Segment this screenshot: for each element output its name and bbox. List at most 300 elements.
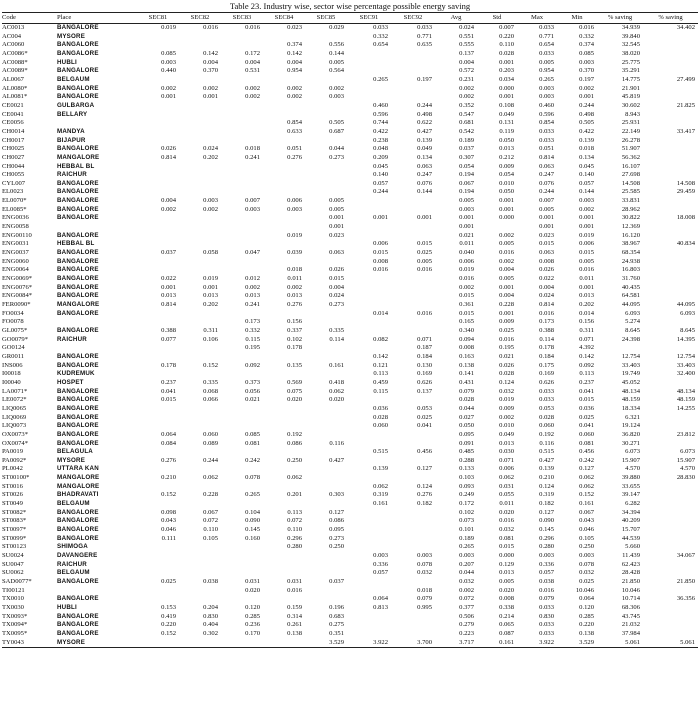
- cell-value: [137, 163, 179, 172]
- cell-value: 0.336: [373, 560, 388, 568]
- cell-value: 0.073: [459, 517, 474, 525]
- cell-value: [263, 137, 305, 146]
- cell-value: 19.749: [621, 370, 640, 378]
- cell-value: 0.153: [161, 603, 176, 611]
- table-row: [2, 578, 698, 587]
- cell-value: 4.570: [625, 465, 640, 473]
- cell-place: HEBBAL BL: [57, 240, 95, 248]
- cell-value: 0.633: [287, 127, 302, 135]
- cell-value: 0.201: [287, 491, 302, 499]
- cell-value: [305, 405, 347, 414]
- cell-value: [643, 145, 698, 154]
- cell-value: 45.819: [621, 93, 640, 101]
- cell-value: 0.051: [539, 145, 554, 153]
- cell-value: 0.192: [287, 430, 302, 438]
- cell-value: 0.237: [579, 378, 594, 386]
- cell-place: BANGALORE: [57, 534, 99, 542]
- cell-value: 0.024: [539, 292, 554, 300]
- cell-code: OX0073*: [2, 430, 29, 438]
- cell-value: [179, 587, 221, 596]
- cell-value: [221, 111, 263, 120]
- cell-value: 0.002: [329, 84, 344, 92]
- cell-value: 0.019: [579, 231, 594, 239]
- cell-value: 0.830: [203, 612, 218, 620]
- cell-place: [57, 587, 137, 596]
- cell-value: [221, 414, 263, 423]
- cell-value: [179, 33, 221, 42]
- cell-value: 23.812: [676, 430, 695, 438]
- cell-value: 0.144: [579, 188, 594, 196]
- cell-value: 0.114: [539, 335, 554, 343]
- cell-value: 0.004: [161, 197, 176, 205]
- cell-value: 0.009: [499, 404, 514, 412]
- cell-value: 0.361: [459, 301, 474, 308]
- cell-value: [347, 543, 391, 552]
- cell-value: 0.182: [539, 500, 554, 508]
- cell-value: 0.169: [539, 370, 554, 378]
- cell-value: [643, 630, 698, 639]
- cell-value: [305, 171, 347, 180]
- cell-code: TX0030: [2, 603, 24, 611]
- cell-value: [347, 327, 391, 336]
- cell-code: ENG0036: [2, 214, 29, 222]
- cell-value: [137, 266, 179, 275]
- table-row: [2, 388, 698, 397]
- cell-value: 0.144: [417, 188, 432, 196]
- cell-value: 0.003: [579, 197, 594, 205]
- cell-place: BANGALORE: [57, 352, 99, 360]
- cell-value: 0.016: [203, 24, 218, 31]
- table-row: [2, 465, 698, 474]
- table-row: [2, 379, 698, 388]
- cell-value: 0.189: [459, 534, 474, 542]
- cell-value: 0.351: [329, 629, 344, 637]
- cell-place: BANGALORE: [57, 396, 99, 404]
- cell-place: BIJAPUR: [57, 136, 86, 144]
- cell-value: [643, 249, 698, 258]
- cell-code: TI00121: [2, 586, 25, 594]
- column-header: Min: [557, 13, 597, 24]
- table-row: [2, 552, 698, 561]
- cell-value: 0.003: [459, 552, 474, 560]
- cell-value: 0.078: [245, 474, 260, 482]
- cell-value: 0.016: [417, 309, 432, 317]
- cell-value: 0.280: [287, 543, 302, 551]
- cell-value: [391, 197, 435, 206]
- cell-value: [391, 396, 435, 405]
- cell-value: [137, 587, 179, 596]
- cell-place: BANGALORE: [57, 214, 99, 222]
- cell-value: 30.822: [621, 214, 640, 222]
- cell-value: 0.771: [539, 32, 554, 40]
- cell-value: 27.698: [621, 171, 640, 179]
- table-row: [2, 327, 698, 336]
- cell-value: 0.159: [287, 603, 302, 611]
- cell-value: 0.635: [417, 41, 432, 49]
- cell-place: BANGALORE: [57, 145, 99, 153]
- table-row: [2, 491, 698, 500]
- cell-value: 0.120: [579, 603, 594, 611]
- cell-value: 0.049: [499, 110, 514, 118]
- cell-value: [221, 448, 263, 457]
- table-row: [2, 76, 698, 85]
- column-header: % saving: [597, 13, 643, 24]
- cell-value: 0.067: [203, 508, 218, 516]
- cell-value: 0.007: [499, 24, 514, 31]
- table-row: [2, 171, 698, 180]
- table-row: [2, 639, 698, 648]
- cell-value: 0.050: [459, 422, 474, 430]
- cell-value: [179, 266, 221, 275]
- cell-value: 0.456: [579, 448, 594, 456]
- cell-value: 0.160: [245, 534, 260, 542]
- cell-place: BANGALORE: [57, 283, 99, 291]
- cell-value: 6.073: [680, 448, 695, 456]
- cell-value: 0.276: [287, 301, 302, 308]
- cell-value: 0.244: [539, 188, 554, 196]
- cell-value: 0.057: [373, 179, 388, 187]
- cell-value: 68.306: [621, 603, 640, 611]
- cell-value: 0.506: [459, 612, 474, 620]
- cell-value: 0.071: [579, 335, 594, 343]
- cell-value: 0.085: [579, 49, 594, 57]
- cell-place: BANGALORE: [57, 387, 99, 395]
- cell-value: 14.255: [676, 404, 695, 412]
- column-header: SEC81: [137, 13, 179, 24]
- cell-place: BANGALORE: [57, 439, 99, 447]
- cell-value: [179, 370, 221, 379]
- cell-value: 0.020: [329, 396, 344, 404]
- cell-value: 0.057: [373, 569, 388, 577]
- cell-value: [391, 630, 435, 639]
- cell-code: AC0089*: [2, 67, 28, 75]
- cell-value: 0.311: [579, 326, 594, 334]
- cell-value: [221, 465, 263, 474]
- cell-value: 0.018: [287, 266, 302, 274]
- cell-value: 0.771: [417, 32, 432, 40]
- cell-value: 0.020: [499, 586, 514, 594]
- cell-value: 0.332: [245, 326, 260, 334]
- cell-value: 0.091: [459, 439, 474, 447]
- cell-value: [263, 405, 305, 414]
- cell-value: 6.321: [625, 413, 640, 421]
- cell-value: 0.124: [499, 378, 514, 386]
- cell-value: 0.555: [459, 41, 474, 49]
- cell-value: [643, 163, 698, 172]
- cell-value: 36.820: [621, 430, 640, 438]
- cell-value: [305, 569, 347, 578]
- cell-value: [643, 119, 698, 128]
- cell-value: 0.053: [417, 404, 432, 412]
- cell-value: 0.814: [161, 153, 176, 161]
- table-row: [2, 448, 698, 457]
- cell-value: 0.265: [539, 75, 554, 83]
- cell-value: 0.172: [245, 49, 260, 57]
- cell-value: 0.064: [579, 595, 594, 603]
- cell-value: 0.001: [161, 283, 176, 291]
- cell-code: ST0026: [2, 491, 23, 499]
- cell-value: 18.008: [676, 214, 695, 222]
- cell-value: 0.418: [329, 378, 344, 386]
- cell-value: 0.275: [329, 621, 344, 629]
- cell-value: [643, 561, 698, 570]
- cell-value: [347, 535, 391, 544]
- cell-value: [305, 353, 347, 362]
- cell-value: [643, 111, 698, 120]
- cell-value: 0.015: [373, 249, 388, 257]
- cell-value: [305, 102, 347, 111]
- cell-value: 0.195: [499, 344, 514, 352]
- cell-value: 3.529: [305, 639, 347, 648]
- cell-value: 0.001: [499, 58, 514, 66]
- cell-value: 0.169: [417, 370, 432, 378]
- cell-value: 0.016: [539, 586, 554, 594]
- cell-value: 0.054: [499, 171, 514, 179]
- cell-value: 19.124: [621, 422, 640, 430]
- cell-value: 0.071: [417, 335, 432, 343]
- cell-place: BANGALORE: [57, 266, 99, 274]
- cell-value: 34.402: [676, 24, 695, 31]
- cell-value: 0.129: [499, 560, 514, 568]
- cell-code: SU0062: [2, 569, 24, 577]
- cell-value: [179, 128, 221, 137]
- cell-value: 40.435: [621, 283, 640, 291]
- cell-value: [391, 535, 435, 544]
- cell-value: [263, 569, 305, 578]
- cell-value: 0.273: [329, 153, 344, 161]
- table-row: [2, 214, 698, 223]
- cell-value: 0.006: [499, 465, 514, 473]
- cell-value: 0.314: [287, 612, 302, 620]
- cell-value: [179, 552, 221, 561]
- cell-value: 0.062: [203, 474, 218, 482]
- cell-code: ST0097*: [2, 526, 27, 534]
- cell-value: [347, 292, 391, 301]
- cell-value: 0.203: [499, 67, 514, 75]
- cell-code: ENG0076*: [2, 283, 33, 291]
- cell-value: 0.002: [499, 257, 514, 265]
- cell-value: 0.116: [539, 439, 554, 447]
- cell-value: 0.134: [417, 153, 432, 161]
- cell-value: 0.028: [539, 413, 554, 421]
- cell-value: [305, 310, 347, 319]
- cell-value: 0.542: [459, 127, 474, 135]
- cell-value: [391, 223, 435, 232]
- cell-value: 0.003: [245, 205, 260, 213]
- cell-value: 38.967: [621, 240, 640, 248]
- cell-value: 0.311: [203, 326, 218, 334]
- cell-value: 0.081: [245, 439, 260, 447]
- cell-value: [347, 93, 391, 102]
- cell-value: 25.775: [621, 58, 640, 66]
- cell-value: 0.276: [287, 153, 302, 161]
- cell-value: 0.101: [459, 526, 474, 534]
- cell-value: [643, 284, 698, 293]
- cell-value: 0.116: [329, 439, 344, 447]
- table-row: [2, 621, 698, 630]
- table-row: [2, 414, 698, 423]
- cell-value: [305, 448, 347, 457]
- cell-value: [179, 543, 221, 552]
- cell-value: [391, 517, 435, 526]
- cell-value: [347, 223, 391, 232]
- cell-code: CH0017: [2, 136, 25, 144]
- cell-value: 0.064: [161, 430, 176, 438]
- cell-value: 0.063: [417, 162, 432, 170]
- cell-value: 0.001: [499, 205, 514, 213]
- cell-value: 28.830: [676, 474, 695, 482]
- cell-value: 0.047: [245, 249, 260, 257]
- cell-value: 0.377: [459, 603, 474, 611]
- cell-value: [179, 483, 221, 492]
- cell-value: [263, 188, 305, 197]
- cell-value: 0.032: [499, 387, 514, 395]
- cell-value: 0.008: [373, 257, 388, 265]
- cell-value: 0.113: [287, 508, 302, 516]
- cell-value: 0.404: [203, 621, 218, 629]
- cell-value: 0.352: [459, 101, 474, 109]
- cell-value: 0.008: [539, 257, 554, 265]
- cell-value: [179, 310, 221, 319]
- cell-value: 0.319: [373, 491, 388, 499]
- cell-value: 0.019: [499, 396, 514, 404]
- cell-value: 15.707: [621, 526, 640, 534]
- table-row: [2, 223, 698, 232]
- cell-code: LIQ0065: [2, 404, 27, 412]
- cell-value: [137, 223, 179, 232]
- cell-value: [221, 214, 263, 223]
- cell-value: 25.585: [621, 188, 640, 196]
- cell-place: [57, 344, 137, 353]
- cell-place: BANGALORE: [57, 205, 99, 213]
- cell-value: 0.202: [579, 301, 594, 308]
- cell-value: [263, 639, 305, 648]
- cell-code: FER0090*: [2, 301, 31, 308]
- cell-value: 0.020: [499, 508, 514, 516]
- cell-value: [305, 240, 347, 249]
- cell-value: 0.057: [539, 569, 554, 577]
- cell-place: BELGAUM: [57, 569, 90, 577]
- cell-code: ENG0060: [2, 257, 29, 265]
- cell-value: 0.139: [539, 465, 554, 473]
- cell-value: [347, 50, 391, 59]
- cell-value: 36.356: [676, 595, 695, 603]
- cell-place: GULBARGA: [57, 101, 95, 109]
- cell-value: 0.013: [499, 569, 514, 577]
- cell-value: [643, 223, 698, 232]
- cell-value: 0.002: [459, 283, 474, 291]
- cell-value: [391, 50, 435, 59]
- cell-value: 0.016: [417, 266, 432, 274]
- table-row: [2, 59, 698, 68]
- cell-value: 0.273: [329, 301, 344, 308]
- cell-value: 68.354: [621, 249, 640, 257]
- cell-place: BELLARY: [57, 110, 88, 118]
- table-row: [2, 85, 698, 94]
- cell-value: [137, 500, 179, 509]
- cell-value: 0.137: [417, 387, 432, 395]
- cell-code: GR0011: [2, 352, 25, 360]
- cell-value: 0.021: [459, 231, 474, 239]
- cell-value: 0.024: [459, 24, 474, 31]
- cell-value: 0.241: [245, 301, 260, 308]
- cell-value: [137, 465, 179, 474]
- cell-value: 0.092: [245, 361, 260, 369]
- cell-place: BANGALORE: [57, 361, 99, 369]
- cell-value: 0.026: [499, 361, 514, 369]
- cell-value: 0.028: [499, 370, 514, 378]
- cell-value: [347, 613, 391, 622]
- cell-value: [643, 232, 698, 241]
- cell-value: 16.120: [621, 231, 640, 239]
- cell-value: [221, 552, 263, 561]
- cell-code: SU0047: [2, 560, 24, 568]
- cell-value: 0.244: [579, 101, 594, 109]
- cell-value: 0.003: [539, 552, 554, 560]
- cell-value: [137, 171, 179, 180]
- cell-code: AC0088*: [2, 58, 28, 66]
- cell-value: 0.038: [203, 578, 218, 585]
- cell-place: SHIMOGA: [57, 543, 88, 551]
- cell-value: [347, 318, 391, 327]
- cell-value: 0.156: [287, 318, 302, 326]
- cell-value: 0.033: [539, 387, 554, 395]
- cell-value: 0.018: [245, 145, 260, 153]
- cell-value: 0.050: [499, 136, 514, 144]
- cell-code: ENG0037: [2, 249, 29, 257]
- cell-value: 0.134: [579, 153, 594, 161]
- cell-value: 0.419: [161, 612, 176, 620]
- cell-value: 0.551: [459, 32, 474, 40]
- cell-value: 0.060: [203, 430, 218, 438]
- cell-value: 0.089: [203, 439, 218, 447]
- cell-value: 0.031: [287, 578, 302, 585]
- cell-value: [137, 483, 179, 492]
- cell-place: RAICHUR: [57, 560, 87, 568]
- cell-value: 0.028: [373, 413, 388, 421]
- table-body: [2, 24, 698, 648]
- cell-value: [221, 310, 263, 319]
- cell-value: 0.005: [539, 205, 554, 213]
- cell-code: ST00100*: [2, 474, 30, 482]
- cell-value: 0.013: [499, 145, 514, 153]
- column-header: SEC84: [263, 13, 305, 24]
- cell-value: [263, 500, 305, 509]
- cell-value: 0.057: [579, 179, 594, 187]
- cell-value: 0.006: [579, 240, 594, 248]
- cell-code: TX0010: [2, 595, 24, 603]
- cell-value: 0.005: [329, 58, 344, 66]
- cell-value: 0.011: [459, 240, 474, 248]
- cell-value: 0.026: [539, 266, 554, 274]
- table-row: [2, 111, 698, 120]
- cell-value: 0.175: [539, 361, 554, 369]
- cell-value: 0.016: [459, 275, 474, 283]
- cell-value: 30.271: [621, 439, 640, 447]
- cell-value: 0.076: [417, 179, 432, 187]
- cell-value: [137, 414, 179, 423]
- cell-value: [137, 128, 179, 137]
- cell-value: 0.015: [329, 275, 344, 283]
- cell-value: 0.184: [539, 352, 554, 360]
- cell-value: 0.247: [417, 171, 432, 179]
- cell-code: ENG0084*: [2, 292, 33, 300]
- cell-value: [391, 318, 435, 327]
- cell-value: 0.142: [203, 49, 218, 57]
- cell-value: 0.814: [539, 153, 554, 161]
- cell-value: 0.440: [161, 67, 176, 75]
- cell-value: 0.082: [373, 335, 388, 343]
